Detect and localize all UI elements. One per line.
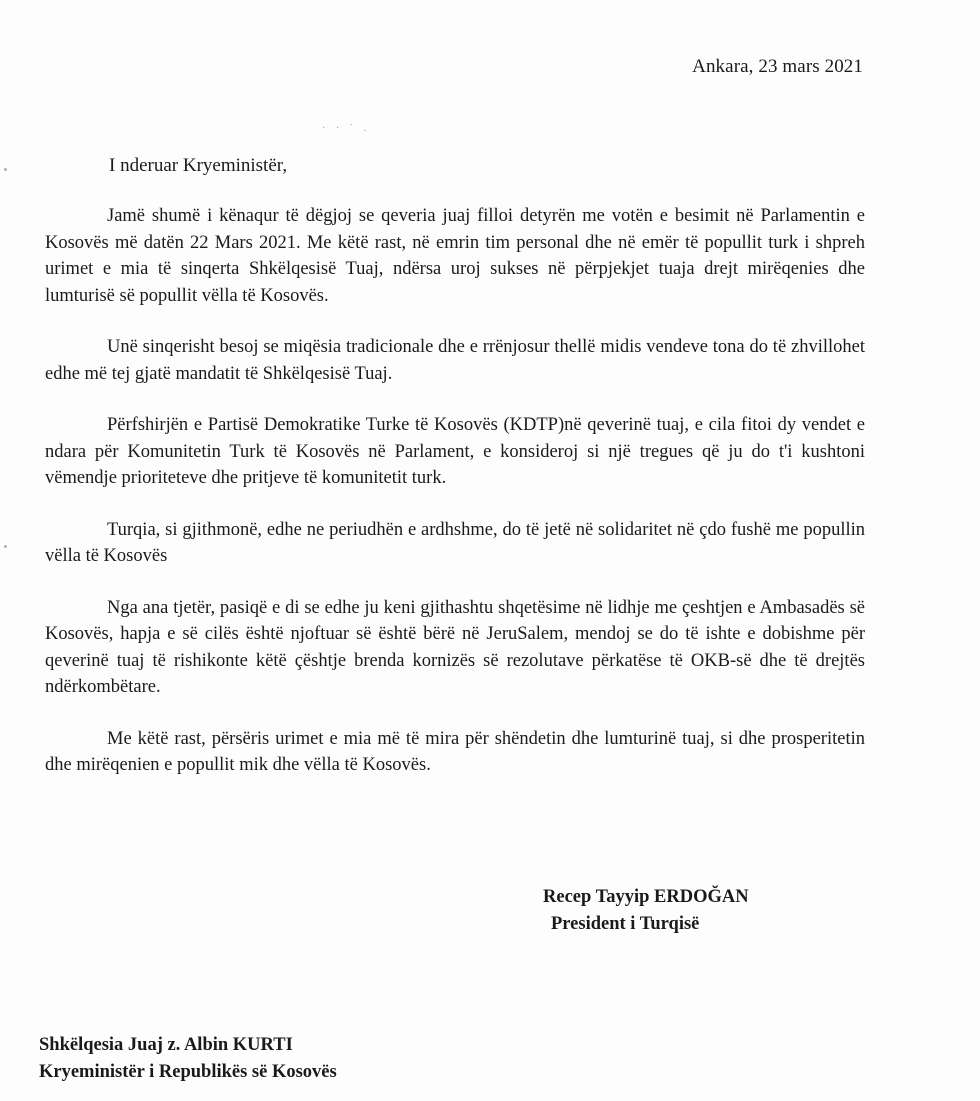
recipient-block	[39, 1032, 337, 1086]
scan-specks: · · ˙ .	[322, 123, 370, 134]
recipient-title: Kryeministër i Republikës së Kosovës	[39, 1062, 337, 1082]
paragraph: Nga ana tjetër, pasiqë e di se edhe ju keni gjithashtu shqetësime në lidhje me çeshtjen e Ambasadës së Kosovës, hapja e së cilës është njoftuar së është bërë në JeruSalem, mendoj se do të ishte e dobishme për qeverinë tuaj të rishikonte këtë çështje brenda kornizës së rezolutave përkatëse të OKB-së dhe të drejtës ndërkombëtare.	[45, 597, 865, 697]
signature-block	[543, 884, 749, 938]
scan-speck	[4, 168, 7, 171]
paragraph: Me këtë rast, përsëris urimet e mia më të mira për shëndetin dhe lumturinë tuaj, si dhe prosperitetin dhe mirëqenien e popullit mik dhe vëlla të Kosovës.	[45, 728, 865, 775]
paragraph: Jamë shumë i kënaqur të dëgjoj se qeveria juaj filloi detyrën me votën e besimit në Parlamentin e Kosovës më datën 22 Mars 2021. Me këtë rast, në emrin tim personal dhe në emër të popullit turk i shpreh urimet e mia të sinqerta Shkëlqesisë Tuaj, ndërsa uroj sukses në përpjekjet tuaja drejt mirëqenies dhe lumturisë së popullit vëlla të Kosovës.	[45, 206, 865, 306]
letter-date: Ankara, 23 mars 2021	[692, 56, 863, 77]
paragraph: Turqia, si gjithmonë, edhe ne periudhën e ardhshme, do të jetë në solidaritet në çdo fushë me popullin vëlla të Kosovës	[45, 519, 865, 566]
salutation: I nderuar Kryeministër,	[109, 155, 288, 176]
recipient-name: Shkëlqesia Juaj z. Albin KURTI	[39, 1035, 293, 1055]
sender-title: President i Turqisë	[551, 914, 700, 934]
paragraph: Unë sinqerisht besoj se miqësia tradicionale dhe e rrënjosur thellë midis vendeve tona do të zhvillohet edhe më tej gjatë mandatit të Shkëlqesisë Tuaj.	[45, 337, 865, 384]
paragraph: Përfshirjën e Partisë Demokratike Turke të Kosovës (KDTP)në qeverinë tuaj, e cila fitoi dy vendet e ndara për Komunitetin Turk të Kosovës në Parlament, e konsideroj si një tregues që ju do t'i kushtoni vëmendje prioriteteve dhe pritjeve të komunitetit turk.	[45, 415, 865, 488]
scan-speck	[4, 545, 7, 548]
letter-body	[45, 203, 865, 804]
sender-name: Recep Tayyip ERDOĞAN	[543, 887, 749, 907]
